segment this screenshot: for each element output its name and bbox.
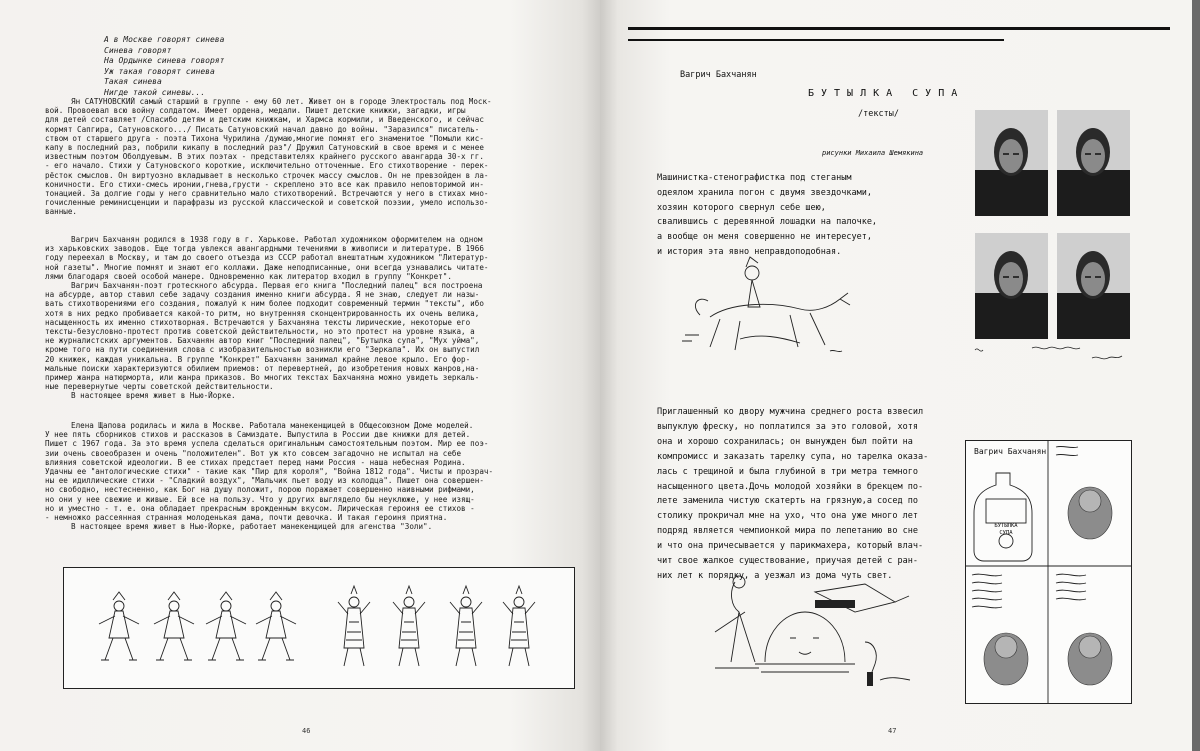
text-line: гочисленные реминисценции и парафразы из русской классической и советской поэзии, умело использо- — [45, 198, 489, 208]
header-rule-short — [628, 39, 1004, 41]
text-line: Удачны ее "антологические стихи" - такие как "Пир для короля", "Война 1812 года". Чисты и прозрач- — [45, 467, 494, 477]
text-line: ством от старшего друга - поэта Тихона Чурилина /думаю,многие помнят его знаменитое "Помыли кис- — [45, 133, 484, 143]
page-edge-shadow — [1192, 0, 1200, 751]
collage-illustration — [965, 440, 1132, 704]
bakhchanyan-paragraph — [45, 235, 585, 401]
shchapova-paragraph — [45, 421, 585, 531]
collage-heading: Вагрич Бахчанян — [974, 447, 1047, 456]
text-line: В настоящее время живет в Нью-Йорке, работает манекенщицей для агенства "Золи". — [71, 522, 433, 532]
text-line: насыщенного цвета.Дочь молодой хозяйки в брекцем по- — [657, 481, 924, 492]
text-line: лете заменила чистую скатерть на грязную,а сосед по — [657, 496, 918, 507]
text-line: и что она причесывается у парикмахера, который влач- — [657, 541, 924, 552]
ink-drawing-horse-figure — [680, 255, 855, 360]
text-line: но и уместно - т. е. она обладает прекрасным врожденным вкусом. Лирическая героиня ее стихов - — [45, 503, 475, 513]
text-line: для детей составляет /Спасибо детям и детским книжкам, и Хармса кормили, и Введенского, и сейчас — [45, 115, 484, 125]
text-line: а вообще он меня совершенно не интересует, — [657, 232, 872, 243]
text-line: Вагрич Бахчанян-поэт гротескного абсурда. Первая его книга "Последний палец" вся построена — [71, 281, 483, 291]
text-line: вой. Провоевал всю войну солдатом. Имеет ордена, медали. Пишет детские книжки, загадки, игры — [45, 106, 466, 116]
text-line: известным поэтом Оболдуевым. В этих поэтах - представителях крайнего русского авангарда 30-х гг. — [45, 152, 484, 162]
handwritten-signature — [972, 342, 1132, 366]
text-line: но они у нее свежие и живые. Ей все на пользу. Что у других выглядело бы неуклюже, у нее изящ- — [45, 494, 475, 504]
piece-subtitle: /тексты/ — [858, 109, 899, 119]
text-line: зии очень своеобразен и очень "положителен". Вот уж кто совсем загадочно не испытал на себе — [45, 448, 462, 458]
text-line: чит свое жалкое существование, приучая детей с ран- — [657, 556, 918, 567]
text-line: не журналистских аргументов. Бахчанян автор книг "Последний палец", "Бутылка супа", "Мух уйма", — [45, 336, 480, 346]
text-line: компромисс и заказать тарелку супа, но тарелка оказа- — [657, 451, 929, 462]
page-number: 46 — [302, 727, 311, 735]
portrait-photo — [975, 110, 1048, 216]
text-line: Елена Щапова родилась и жила в Москве. Работала манекенщицей в Общесоюзном Доме моделей. — [71, 421, 474, 430]
text-line: тонацией. За долгие годы у него сравнительно мало стихотворений. Встречаются у него в стихах мно- — [45, 189, 489, 199]
text-line: выпуклую фреску, но поплатился за это головой, хотя — [657, 421, 918, 432]
text-line: Ян САТУНОВСКИЙ самый старший в группе - ему 60 лет. Живет он в городе Электросталь под Моск- — [71, 97, 492, 106]
text-line: Вагрич Бахчанян родился в 1938 году в г. Харькове. Работал художником оформителем на одном — [71, 235, 483, 244]
text-line: них лет к порядку, а уезжал из дома чуть свет. — [657, 570, 893, 581]
text-line: кроме того на пути соединения слова с изобразительностью возникли его "Зеркала". Их он выпустил — [45, 345, 480, 355]
text-line: капу в последний раз, побрили кикапу в последний раз"/ Дружил Сатуновский в свое время и с менее — [45, 143, 484, 153]
text-line: подряд является чемпионкой мира по лепетанию во сне — [657, 526, 918, 537]
text-line: на абсурде, автор ставил себе задачу создания именно книги абсурда. Я не знаю, следует ли назы- — [45, 290, 480, 300]
text-line: лями благодаря своей особой манере. Одновременно как литератор входил в группу "Конкрет". — [45, 271, 452, 281]
text-line: ной газеты". Многие помнят и знают его коллажи. Даже неподписанные, они всегда узнавались читате- — [45, 262, 489, 272]
text-line: но свободно, нестесненно, как Бог на душу положит, порою поражает совершенно наивными рифмами, — [45, 485, 475, 495]
portrait-photo — [1057, 233, 1130, 339]
text-line: влияния советской идеологии. В ее стихах предстает перед нами Россия - наша небесная Родина. — [45, 457, 466, 467]
portrait-photo — [1057, 110, 1130, 216]
satunovsky-paragraph — [45, 97, 585, 217]
epigraph — [104, 35, 224, 98]
ink-drawing-soup-scene — [695, 572, 925, 697]
author-name: Вагрич Бахчанян — [680, 70, 757, 80]
text-line: тексты-безусловно-протест против советской действительности, но это протест на уровне языка, а — [45, 327, 475, 337]
epigraph-line: Уж такая говорят синева — [104, 66, 215, 76]
collage-drawing — [966, 441, 1131, 703]
text-line: рёсток смыслов. Он виртуозно вкладывает в несколько строчек массу смыслов. Он не превзойден в ла- — [45, 170, 489, 180]
text-line: свалившись с деревянной лошадки на палочке, — [657, 217, 878, 228]
text-line: 20 книжек, каждая уникальна. В группе "Конкрет" Бахчанян занимал крайне левое крыло. Его фор- — [45, 354, 471, 364]
text-line: одеялом хранила погон с двумя звездочками, — [657, 187, 872, 198]
epigraph-line: А в Москве говорят синева — [104, 35, 225, 44]
text-line: Пишет с 1967 года. За это время успела сделаться оригинальным самостоятельным поэтом. Мир ее поэ- — [45, 439, 489, 449]
text-line: Машинистка-стенографистка под стеганым — [657, 173, 852, 183]
text-line: мальные поиски характеризуются обилием приемов: от перевертней, до изобретения новых жанров,на- — [45, 363, 480, 373]
text-one — [657, 171, 877, 260]
header-rule-long — [628, 27, 1170, 30]
text-line: коничности. Его стихи-смесь иронии,гнева,грусти - скреплено это все как правило неповторимой ин- — [45, 179, 484, 189]
text-line: В настоящее время живет в Нью-Йорке. — [71, 391, 236, 401]
text-line: году переехал в Москву, и там до своего отъезда из СССР работал внештатным художником "Литератур- — [45, 253, 489, 263]
dancing-figures-frieze — [63, 567, 575, 689]
text-line: вать стихотворениями его создания, пожалуй к ним более подходит современный термин "тексты", ибо — [45, 299, 484, 309]
illustration-credit: рисунки Михаила Шемякина — [822, 149, 924, 157]
text-line: она и хорошо сохранилась; он вынужден был пойти на — [657, 436, 913, 447]
page-number: 47 — [888, 727, 897, 735]
text-line: - его начало. Стихи у Сатуновского короткие, исключительно отточенные. Его стихотворение - перек- — [45, 161, 489, 171]
epigraph-line: Нигде такой синевы... — [104, 87, 206, 97]
dancing-figures-drawing — [64, 568, 574, 688]
epigraph-line: Такая синева — [104, 77, 162, 86]
text-line: насыщенность их именно стихотворная. Встречаются у Бахчаняна тексты лирические, некоторые его — [45, 317, 471, 327]
text-line: хозяин которого свернул себе шею, — [657, 202, 826, 213]
text-line: кормят Сапгира, Сатуновского.../ Писать Сатуновский начал давно до войны. "Заразился" писатель- — [45, 124, 480, 134]
text-line: и история эта явно неправдоподобная. — [657, 246, 842, 257]
text-line: хотя в них редко пробивается какой-то ритм, но внутренняя сконцентрированность их очень велика, — [45, 308, 480, 318]
epigraph-line: На Ордынке синева говорят — [104, 56, 225, 65]
bottle-label: БУТЫЛКА СУПА — [994, 523, 1018, 536]
text-line: - немножко рассеянная странная молоденькая дама, почти девочка. И такая героиня приятна. — [45, 513, 448, 523]
text-line: У нее пять сборников стихов и рассказов в Самиздате. Выпустила в России две книжки для детей. — [45, 430, 471, 440]
text-two — [657, 405, 928, 584]
piece-title: БУТЫЛКА СУПА — [808, 88, 965, 99]
text-line: столику прокричал мне на ухо, что она уже много лет — [657, 511, 918, 522]
text-line: лась с трещиной и была глубиной в три метра темного — [657, 466, 918, 477]
text-line: ные перевернутые черты советской действительности. — [45, 382, 274, 392]
text-line: пример жанра натюрморта, или жанра приказов. Во многих текстах Бахчаняна можно увидеть зеркаль- — [45, 373, 480, 383]
text-line: ванные. — [45, 207, 78, 217]
text-line: ны ее идиллические стихи - "Сладкий воздух", "Мальчик пьет воду из колодца". Пишет она совершен- — [45, 476, 484, 486]
text-line: из харьковских заводов. Еще тогда увлекся авангардными течениями в живописи и литературе. В 1966 — [45, 244, 484, 254]
portrait-photo — [975, 233, 1048, 339]
text-line: Приглашенный ко двору мужчина среднего роста взвесил — [657, 407, 924, 417]
epigraph-line: Синева говорят — [104, 45, 172, 55]
